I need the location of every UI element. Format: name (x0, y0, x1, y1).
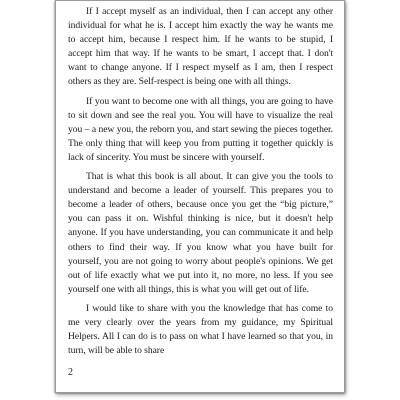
body-text (68, 5, 333, 363)
paragraph-4: I would like to share with you the knowledge that has come to me very clearly over the years from my guidance, my Spiritual Helpers. All I can do is to pass on what I have learned so that you, in turn, will be able to share (68, 302, 333, 357)
paragraph-1: If I accept myself as an individual, then I can accept any other individual for what he is. I accept him exactly the way he wants me to accept him, because I respect him. If he wants to be stupid, I accept him that way. If he wants to be smart, I accept that. I don't want to change anyone. If I respect myself as I am, then I respect others as they are. Self-respect is being one with all things. (68, 6, 333, 88)
book-page (55, 0, 345, 393)
page-number: 2 (68, 367, 73, 378)
paragraph-2: If you want to become one with all things, you are going to have to sit down and see the real you. You will have to visualize the real you – a new you, the reborn you, and start sewing the pieces together. The only thing that will keep you from putting it together quickly is lack of sincerity. You must be sincere with yourself. (68, 95, 333, 163)
paragraph-3: That is what this book is all about. It can give you the tools to understand and become a leader of yourself. This prepares you to become a leader of others, because once you get the “big picture,” you can pass it on. Wishful thinking is nice, but it doesn't help anyone. If you have understanding, you can communicate it and help others to find their way. If you know what you have built for yourself, you are not going to worry about people's opinions. We get out of life exactly what we put into it, no more, no less. If you see yourself one with all things, this is what you will get out of life. (68, 171, 333, 295)
